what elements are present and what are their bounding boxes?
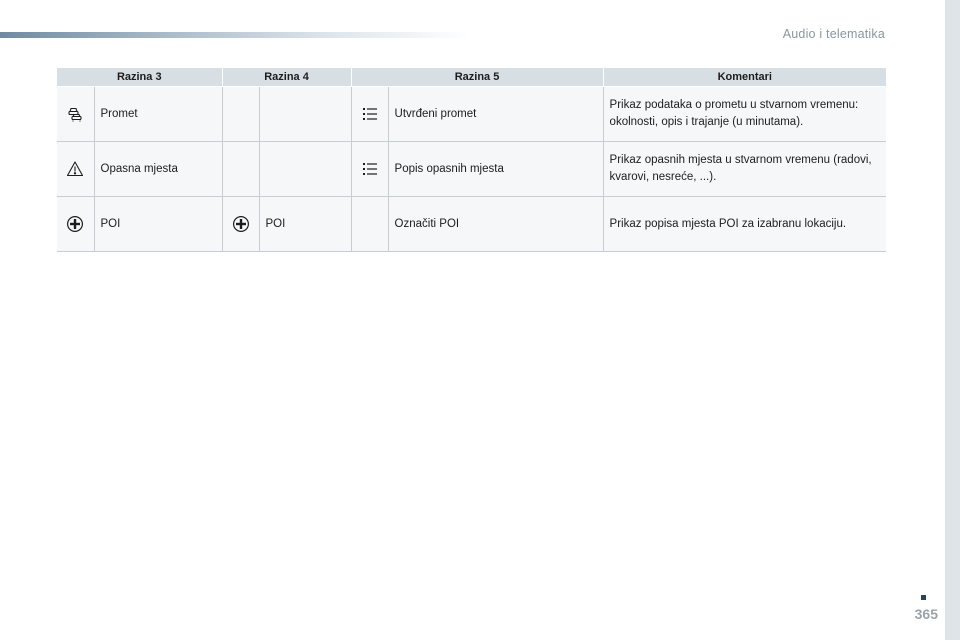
l5-label: Popis opasnih mjesta [388, 142, 603, 197]
header-level-4: Razina 4 [222, 68, 351, 87]
l4-icon-cell [222, 197, 259, 252]
top-gradient-bar [0, 32, 470, 38]
side-strip [945, 0, 960, 640]
header-level-3: Razina 3 [57, 68, 222, 87]
header-comments: Komentari [603, 68, 886, 87]
l4-label [259, 142, 351, 197]
list-icon [361, 160, 379, 178]
comment-cell: Prikaz opasnih mjesta u stvarnom vremenu (radovi, kvarovi, nesreće, ...). [603, 142, 886, 197]
l3-label: Promet [94, 87, 222, 142]
table-row [57, 87, 886, 142]
list-icon [361, 105, 379, 123]
comment-cell: Prikaz podataka o prometu u stvarnom vremenu: okolnosti, opis i trajanje (u minutama). [603, 87, 886, 142]
l4-label: POI [259, 197, 351, 252]
l5-icon-cell [351, 197, 388, 252]
warning-triangle-icon [66, 160, 84, 178]
l3-icon-cell [57, 142, 94, 197]
l4-label [259, 87, 351, 142]
l3-icon-cell [57, 87, 94, 142]
l5-icon-cell [351, 87, 388, 142]
l3-label: POI [94, 197, 222, 252]
poi-plus-icon [66, 215, 84, 233]
header-level-5: Razina 5 [351, 68, 603, 87]
page-number: 365 [914, 606, 938, 622]
traffic-cars-icon [66, 105, 84, 123]
l3-label: Opasna mjesta [94, 142, 222, 197]
l5-label: Utvrđeni promet [388, 87, 603, 142]
l4-icon-cell [222, 142, 259, 197]
table-row [57, 197, 886, 252]
section-title: Audio i telematika [782, 27, 885, 41]
l5-label: Označiti POI [388, 197, 603, 252]
table-header-row [57, 68, 886, 87]
l3-icon-cell [57, 197, 94, 252]
l4-icon-cell [222, 87, 259, 142]
page-marker [921, 595, 926, 600]
menu-levels-table [57, 68, 886, 252]
poi-plus-icon [232, 215, 250, 233]
table-row [57, 142, 886, 197]
comment-cell: Prikaz popisa mjesta POI za izabranu lokaciju. [603, 197, 886, 252]
l5-icon-cell [351, 142, 388, 197]
